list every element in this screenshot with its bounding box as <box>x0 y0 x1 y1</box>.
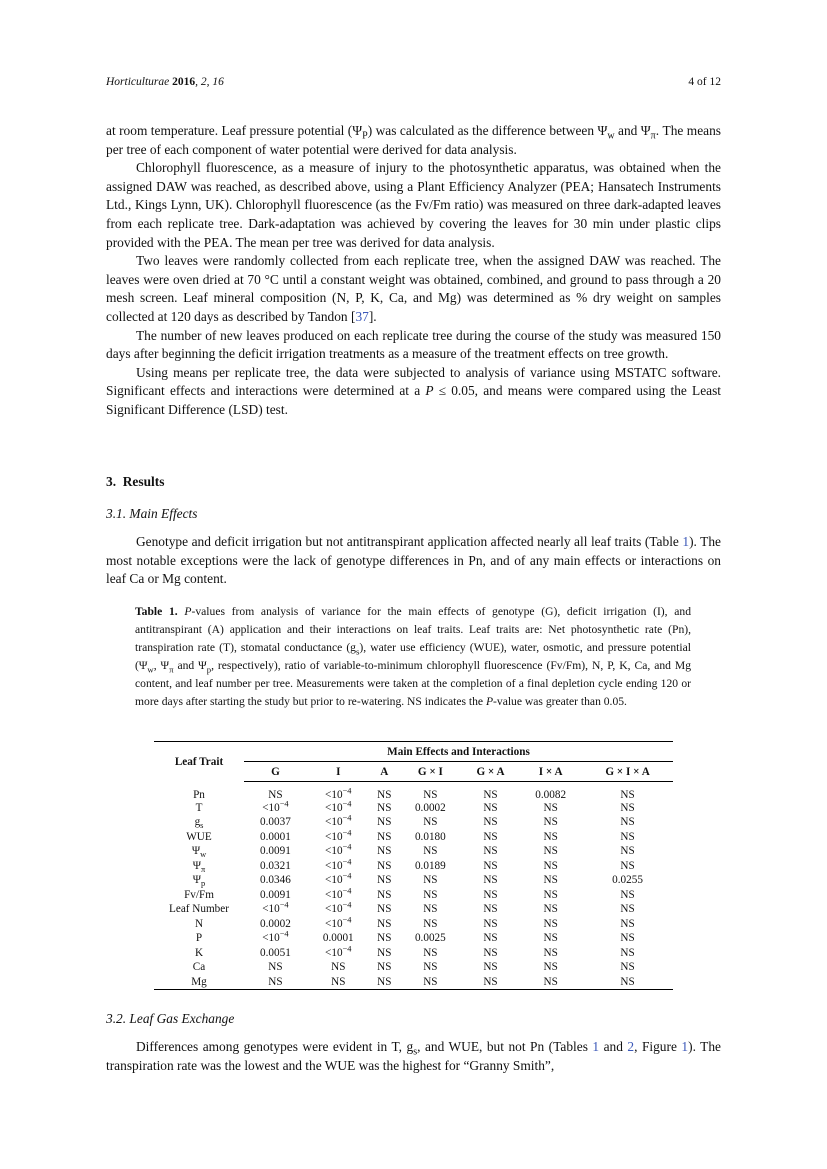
row-trait-label: $\Psi_p$ <box>192 874 206 889</box>
table-row <box>154 946 673 961</box>
column-header: I <box>307 762 370 782</box>
p-value-cell: NS <box>377 788 392 801</box>
p-value-cell: NS <box>377 888 392 901</box>
row-trait-label: P <box>195 932 203 945</box>
row-trait-label: Ca <box>192 961 206 974</box>
row-trait-label: $\Psi_w$ <box>191 845 207 860</box>
reference-link-37[interactable]: 37 <box>355 308 369 324</box>
p-value-cell: $<10^{-4}$ <box>325 886 352 901</box>
p-value-cell: $<10^{-4}$ <box>325 900 352 916</box>
p-value-cell: NS <box>483 874 498 887</box>
p-value-cell: NS <box>620 975 635 988</box>
header-main-effects: Main Effects and Interactions <box>244 742 673 762</box>
p-value-cell: NS <box>620 830 635 843</box>
p-value-cell: 0.0025 <box>414 932 446 945</box>
p-value-cell: $<10^{-4}$ <box>262 929 289 945</box>
p-value-cell: NS <box>483 816 498 829</box>
table-body <box>154 782 673 990</box>
p-value-cell: 0.0189 <box>414 859 446 872</box>
p-value-cell: $<10^{-4}$ <box>325 915 352 930</box>
table-row <box>154 815 673 830</box>
p-value-cell: NS <box>483 788 498 801</box>
p-value-cell: 0.0001 <box>322 932 354 945</box>
paragraph-main-effects: Genotype and deficit irrigation but not antitranspirant application affected nearly all leaf traits (Table 1). The most notable exceptions were the lack of genotype differences in Pn, and of any main effects or interactions on leaf Ca or Mg content. <box>106 534 722 587</box>
table-row <box>154 844 673 859</box>
row-trait-label: $\Psi_\pi$ <box>192 859 206 874</box>
p-value-cell: NS <box>543 946 558 959</box>
row-trait-label: $g_s$ <box>194 816 204 831</box>
p-value-cell: NS <box>543 961 558 974</box>
p-value-cell: $<10^{-4}$ <box>325 944 352 959</box>
p-value-cell: NS <box>620 801 635 814</box>
p-value-cell: NS <box>620 859 635 872</box>
paragraph-statistics: Using means per replicate tree, the data were subjected to analysis of variance using MSTATC software. Significant effects and interactions were determined at a P ≤ 0.05, and means were compared using the Least Significant Difference (LSD) test. <box>106 364 722 417</box>
p-value-cell: NS <box>543 932 558 945</box>
p-value-cell: NS <box>423 946 438 959</box>
journal-year: 2016 <box>172 76 196 88</box>
p-value-cell: 0.0091 <box>260 845 291 858</box>
row-trait-label: K <box>194 946 204 959</box>
p-value-cell: 0.0002 <box>260 917 291 930</box>
subsection-heading-main-effects: 3.1. Main Effects <box>106 506 198 521</box>
p-value-cell: NS <box>377 845 392 858</box>
p-value-cell: NS <box>483 975 498 988</box>
p-value-cell: NS <box>620 888 635 901</box>
row-trait-label: N <box>194 917 204 930</box>
p-value-cell: $<10^{-4}$ <box>325 842 352 858</box>
table-row <box>154 782 673 801</box>
paragraph-chlorophyll: Chlorophyll fluorescence, as a measure of injury to the photosynthetic apparatus, was obtained when the assigned DAW was reached, as described above, using a Plant Efficiency Analyzer (PEA; Hansatech Instruments Ltd., Kings Lynn, UK). Chlorophyll fluorescence (as the Fv/Fm ratio) was measured on three dark-adapted leaves from each replicate tree. Dark-adaptation was achieved by covering the leaves for 30 min under plastic clips provided with the PEA. The mean per tree was derived for data analysis. <box>106 160 721 250</box>
p-value-cell: NS <box>620 816 635 829</box>
p-value-cell: 0.0346 <box>260 874 291 887</box>
p-value-cell: NS <box>423 788 438 801</box>
caption-label: Table 1. <box>135 605 178 618</box>
p-value-cell: 0.0321 <box>260 859 291 872</box>
p-value-cell: 0.0180 <box>414 830 446 843</box>
p-value-cell: NS <box>423 961 438 974</box>
p-value-cell: NS <box>423 975 438 988</box>
p-value-cell: NS <box>543 903 558 916</box>
column-header: I × A <box>519 762 582 782</box>
methods-text <box>106 122 721 420</box>
p-value-cell: NS <box>620 788 635 801</box>
p-value-cell: NS <box>483 961 498 974</box>
p-value-cell: NS <box>268 788 283 801</box>
p-value-cell: NS <box>483 946 498 959</box>
p-value-cell: NS <box>543 975 558 988</box>
p-value-cell: NS <box>483 845 498 858</box>
running-header <box>106 76 224 88</box>
p-value-cell: NS <box>377 932 392 945</box>
p-value-cell: $<10^{-4}$ <box>262 799 289 814</box>
page-number: 4 of 12 <box>688 76 721 88</box>
p-value-cell: NS <box>483 888 498 901</box>
p-value-cell: $<10^{-4}$ <box>325 857 352 872</box>
journal-name: Horticulturae <box>106 76 170 88</box>
paragraph-gas-exchange: Differences among genotypes were evident in T, $g_s$, and WUE, but not Pn (Tables 1 and 2, Figure 1). The transpiration rate was the lowest and the WUE was the highest for “Granny Smith”, <box>106 1039 721 1073</box>
p-value-cell: 0.0051 <box>260 946 291 959</box>
table-row <box>154 975 673 990</box>
results-text <box>106 533 721 589</box>
p-value-cell: NS <box>483 830 498 843</box>
paragraph-water-potential: at room temperature. Leaf pressure potential $(\Psi_P)$ was calculated as the difference between $\Psi_w$ and $\Psi_\pi$. The means per tree of each component of water potential were derived for data analysis. <box>106 123 721 157</box>
p-value-cell: 0.0082 <box>535 788 567 801</box>
table-row <box>154 888 673 903</box>
p-value-cell: NS <box>483 801 498 814</box>
table-row <box>154 873 673 888</box>
p-value-cell: $<10^{-4}$ <box>325 813 352 829</box>
p-value-cell: NS <box>543 845 558 858</box>
p-value-cell: 0.0001 <box>260 830 291 843</box>
table-row <box>154 859 673 874</box>
p-value-cell: NS <box>377 961 392 974</box>
p-value-cell: NS <box>377 917 392 930</box>
p-value-cell: NS <box>543 917 558 930</box>
table-2-link[interactable]: 2 <box>627 1039 635 1054</box>
p-value-cell: NS <box>423 845 438 858</box>
p-value-cell: NS <box>543 830 558 843</box>
p-value-cell: NS <box>543 816 558 829</box>
p-value-cell: NS <box>483 903 498 916</box>
p-value-cell: NS <box>620 932 635 945</box>
row-trait-label: Mg <box>191 975 207 988</box>
table-row <box>154 902 673 917</box>
paragraph-leaf-number: The number of new leaves produced on each replicate tree during the course of the study was measured 150 days after beginning the deficit irrigation treatments as a measure of the treatment effects on tree growth. <box>106 327 721 362</box>
table-row <box>154 801 673 816</box>
journal-volume: , 2, 16 <box>195 76 224 88</box>
gas-exchange-text <box>106 1038 721 1075</box>
p-value-cell: 0.0255 <box>612 874 643 887</box>
p-value-cell: NS <box>620 845 635 858</box>
p-value-cell: NS <box>423 888 438 901</box>
figure-1-link[interactable]: 1 <box>681 1039 689 1054</box>
p-value-cell: NS <box>377 859 392 872</box>
column-header: G <box>244 762 307 782</box>
p-value-cell: 0.0002 <box>414 801 446 814</box>
table-1-link-2[interactable]: 1 <box>592 1039 600 1054</box>
p-value-cell: $<10^{-4}$ <box>325 828 352 843</box>
section-heading-results: 3. Results <box>106 474 165 489</box>
p-value-cell: NS <box>377 903 392 916</box>
table-row <box>154 931 673 946</box>
p-value-cell: NS <box>483 917 498 930</box>
row-trait-label: T <box>195 801 203 814</box>
p-value-cell: NS <box>483 859 498 872</box>
p-value-cell: NS <box>331 975 346 988</box>
column-header: A <box>370 762 399 782</box>
table-caption: Table 1. P-values from analysis of variance for the main effects of genotype (G), deficit irrigation (I), and antitranspirant (A) application and their interactions on leaf traits. Leaf traits are: Net photosynthetic rate (Pn), transpiration rate (T), stomatal conductance $(g_s)$, water use efficiency (WUE), water, osmotic, and pressure potential ($\Psi_w$, $\Psi_\pi$ and $\Psi_p$, respectively), ratio of variable-to-minimum chlorophyll fluorescence (Fv/Fm), N, P, K, Ca, and Mg content, and leaf number per tree. Measurements were taken at the completion of a final depletion cycle ending 120 or more days after starting the study but prior to re-watering. NS indicates the P-value was greater than 0.05. <box>135 605 692 708</box>
p-value-cell: NS <box>423 903 438 916</box>
row-trait-label: Leaf Number <box>169 903 229 916</box>
p-value-cell: $<10^{-4}$ <box>325 799 352 814</box>
p-value-cell: NS <box>483 932 498 945</box>
p-value-cell: NS <box>377 975 392 988</box>
p-value-cell: 0.0091 <box>260 888 291 901</box>
paragraph-mineral: Two leaves were randomly collected from each replicate tree, when the assigned DAW was reached. The leaves were oven dried at 70 °C until a constant weight was obtained, combined, and ground to pass through a 20 mesh screen. Leaf mineral composition (N, P, K, Ca, and Mg) was determined as % dry weight on samples collected at 120 days as described by Tandon [37]. <box>106 253 721 324</box>
p-value-cell: $<10^{-4}$ <box>325 785 352 801</box>
p-value-cell: NS <box>377 946 392 959</box>
p-value-cell: NS <box>377 874 392 887</box>
p-value-cell: NS <box>620 903 635 916</box>
header-leaf-trait: Leaf Trait <box>174 755 224 768</box>
p-value-cell: NS <box>543 874 558 887</box>
p-value-cell: NS <box>543 801 558 814</box>
p-value-cell: NS <box>543 859 558 872</box>
p-value-cell: $<10^{-4}$ <box>262 900 289 916</box>
p-value-cell: NS <box>331 961 346 974</box>
row-trait-label: Pn <box>193 788 205 801</box>
row-trait-label: WUE <box>186 830 212 843</box>
p-value-cell: NS <box>268 975 283 988</box>
p-value-cell: NS <box>620 961 635 974</box>
p-value-cell: NS <box>620 917 635 930</box>
p-value-cell: NS <box>377 816 392 829</box>
p-value-cell: NS <box>423 917 438 930</box>
p-value-cell: NS <box>377 830 392 843</box>
p-value-cell: NS <box>268 961 283 974</box>
column-header: G × I <box>399 762 462 782</box>
table-row <box>154 830 673 845</box>
p-value-cell: NS <box>543 888 558 901</box>
p-value-cell: 0.0037 <box>260 816 291 829</box>
table-1-link[interactable]: 1 <box>682 534 690 549</box>
p-value-cell: NS <box>620 946 635 959</box>
column-header: G × I × A <box>582 762 673 782</box>
p-values-table <box>154 741 673 990</box>
column-header: G × A <box>462 762 519 782</box>
table-row <box>154 917 673 932</box>
table-row <box>154 960 673 975</box>
row-trait-label: Fv/Fm <box>184 888 214 901</box>
p-value-cell: NS <box>423 874 438 887</box>
p-value-cell: NS <box>423 816 438 829</box>
p-value-cell: $<10^{-4}$ <box>325 871 352 887</box>
subsection-heading-gas-exchange: 3.2. Leaf Gas Exchange <box>106 1011 235 1026</box>
p-value-cell: NS <box>377 801 392 814</box>
